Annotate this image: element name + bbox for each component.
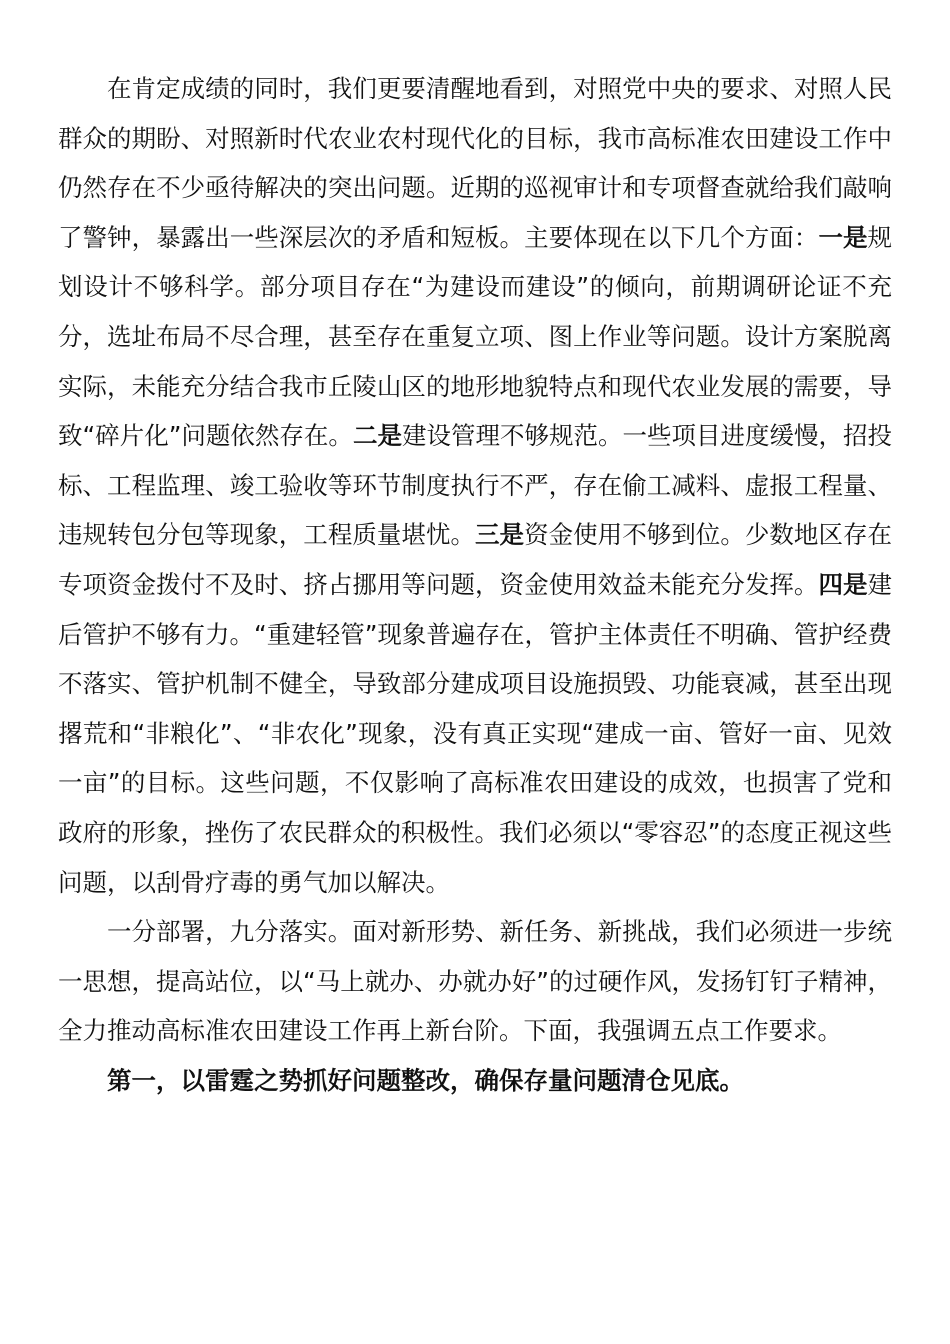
- paragraph-first-requirement: [58, 1056, 892, 1106]
- point-one-marker: 一是: [818, 222, 868, 252]
- point-one-text: 规划设计不够科学。部分项目存在“为建设而建设”的倾向，前期调研论证不充分，选址布局不尽合理，甚至存在重复立项、图上作业等问题。设计方案脱离实际，未能充分结合我市丘陵山区的地形地貌特点和现代农业发展的需要，导致“碎片化”问题依然存在。: [58, 222, 892, 451]
- paragraph-problems: [58, 64, 892, 907]
- point-four-marker: 四是: [818, 569, 868, 599]
- point-four-text: 建后管护不够有力。“重建轻管”现象普遍存在，管护主体责任不明确、管护经费不落实、管护机制不健全，导致部分建成项目设施损毁、功能衰减，甚至出现撂荒和“非粮化”、“非农化”现象，没有真正实现“建成一亩、管好一亩、见效一亩”的目标。这些问题，不仅影响了高标准农田建设的成效，也损害了党和政府的形象，挫伤了农民群众的积极性。我们必须以“零容忍”的态度正视这些问题，以刮骨疗毒的勇气加以解决。: [58, 569, 892, 897]
- point-two-marker: 二是: [352, 421, 402, 451]
- point-three-marker: 三是: [475, 520, 525, 550]
- requirements-intro-text: 一分部署，九分落实。面对新形势、新任务、新挑战，我们必须进一步统一思想，提高站位，以“马上就办、办就办好”的过硬作风，发扬钉钉子精神，全力推动高标准农田建设工作再上新台阶。下面，我强调五点工作要求。: [58, 917, 892, 1046]
- first-requirement-heading: 第一，以雷霆之势抓好问题整改，确保存量问题清仓见底。: [107, 1065, 744, 1095]
- paragraph-requirements-intro: [58, 907, 892, 1056]
- document-body: [58, 64, 892, 1105]
- point-three-text: 资金使用不够到位。少数地区存在专项资金拨付不及时、挤占挪用等问题，资金使用效益未能充分发挥。: [58, 520, 893, 599]
- problems-intro-text: 在肯定成绩的同时，我们更要清醒地看到，对照党中央的要求、对照人民群众的期盼、对照新时代农业农村现代化的目标，我市高标准农田建设工作中仍然存在不少亟待解决的突出问题。近期的巡视审计和专项督查就给我们敲响了警钟，暴露出一些深层次的矛盾和短板。主要体现在以下几个方面：: [58, 74, 892, 252]
- point-two-text: 建设管理不够规范。一些项目进度缓慢，招投标、工程监理、竣工验收等环节制度执行不严，存在偷工减料、虚报工程量、违规转包分包等现象，工程质量堪忧。: [58, 421, 893, 550]
